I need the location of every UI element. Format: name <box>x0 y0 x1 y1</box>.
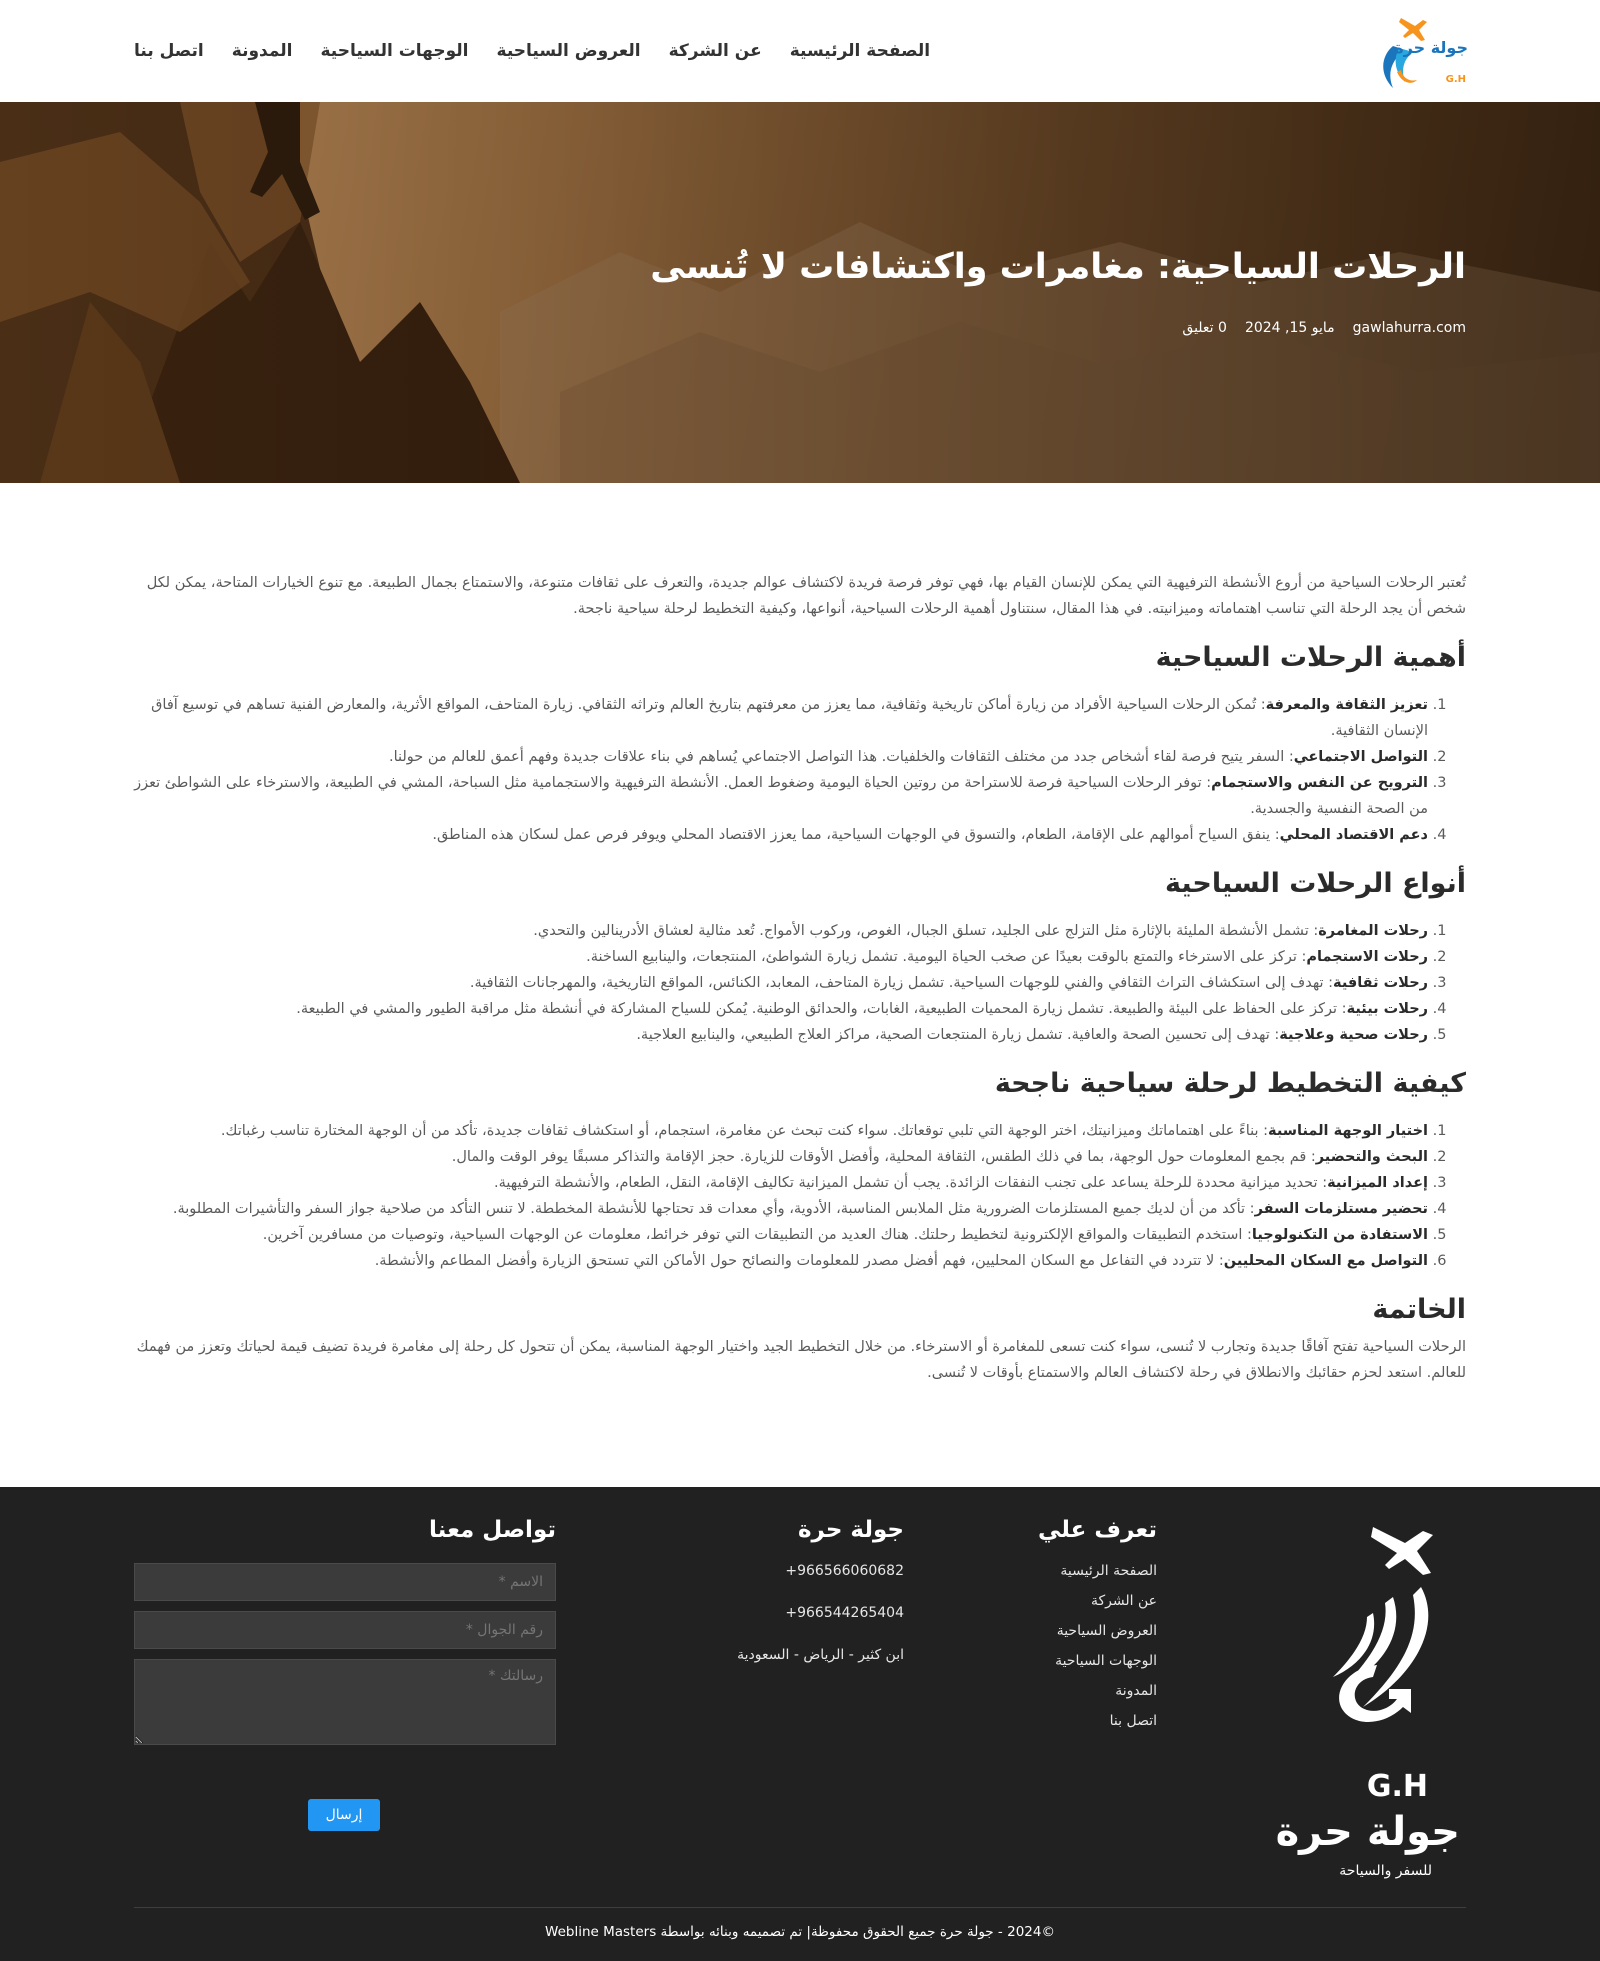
copyright-text: ©2024 - جولة حرة جميع الحقوق محفوظة| تم تصميمه وبنائه بواسطة Webline Masters <box>545 1924 1055 1940</box>
section-heading-planning: كيفية التخطيط لرحلة سياحية ناجحة <box>994 1068 1466 1099</box>
site-logo[interactable] <box>1353 8 1468 93</box>
post-author[interactable]: gawlahurra.com <box>1352 320 1466 336</box>
article-body <box>132 570 1466 1402</box>
article-intro: تُعتبر الرحلات السياحية من أروع الأنشطة الترفيهية التي يمكن للإنسان القيام بها، فهي توفر فرصة فريدة لاكتشاف عوالم جديدة، والتعرف على ثقافات متنوعة، والاستمتاع بجمال الطبيعة. مع تنوع الخيارات المتاحة، يمكن لكل شخص أن يجد الرحلة التي تناسب اهتماماته وميزانيته. في هذا المقال، سنتناول أهمية الرحلات السياحية، أنواعها، وكيفية التخطيط لرحلة سياحية ناجحة. <box>146 575 1466 617</box>
footer-link-home[interactable]: الصفحة الرئيسية <box>1060 1563 1157 1579</box>
footer-link-contact[interactable]: اتصل بنا <box>1109 1713 1157 1729</box>
footer-links <box>1038 1563 1157 1729</box>
list-item: 3. رحلات ثقافية: تهدف إلى استكشاف التراث الثقافي والفني للوجهات السياحية. تشمل زيارة المتاحف، المعابد، الكنائس، المواقع التاريخية، والمهرجانات الثقافية. <box>132 970 1428 996</box>
list-item: 3. إعداد الميزانية: تحديد ميزانية محددة للرحلة يساعد على تجنب النفقات الزائدة. يجب أن تشمل الميزانية تكاليف الإقامة، النقل، الطعام، والأنشطة الترفيهية. <box>132 1170 1428 1196</box>
name-input[interactable] <box>134 1563 556 1601</box>
footer-logo-text: جولة حرة <box>1275 1809 1460 1855</box>
footer-divider <box>134 1907 1466 1908</box>
section-heading-conclusion: الخاتمة <box>1372 1294 1466 1325</box>
list-item: 3. الترويح عن النفس والاستجمام: توفر الرحلات السياحية فرصة للاستراحة من روتين الحياة اليومية وضغوط العمل. الأنشطة الترفيهية والاستجمامية مثل السباحة، المشي في الطبيعة، والاسترخاء على الشواطئ تعزز من الصحة النفسية والجسدية. <box>132 770 1428 822</box>
footer-contact-heading: تواصل معنا <box>429 1517 556 1543</box>
list-item: 1. اختيار الوجهة المناسبة: بناءً على اهتماماتك وميزانيتك، اختر الوجهة التي تلبي توقعاتك. سواء كنت تبحث عن مغامرة، استجمام، أو استكشاف ثقافات جديدة، تأكد من أن الوجهة المختارة تناسب رغباتك. <box>132 1118 1428 1144</box>
nav-contact[interactable]: اتصل بنا <box>134 41 204 61</box>
hero-mountain-image <box>0 102 1600 483</box>
list-item: 1. رحلات المغامرة: تشمل الأنشطة المليئة بالإثارة مثل التزلج على الجليد، تسلق الجبال، الغوص، وركوب الأمواج. تُعد مثالية لعشاق الأدرينالين والتحدي. <box>132 918 1428 944</box>
nav-home[interactable]: الصفحة الرئيسية <box>789 41 931 61</box>
footer-gh-heading: جولة حرة <box>797 1517 904 1543</box>
submit-button[interactable]: إرسال <box>308 1799 380 1831</box>
list-item: 6. التواصل مع السكان المحليين: لا تتردد في التفاعل مع السكان المحليين، فهم أفضل مصدر للمعلومات والنصائح حول الأماكن التي تستحق الزيارة وأفضل المطاعم والأنشطة. <box>132 1248 1428 1274</box>
section-heading-importance: أهمية الرحلات السياحية <box>1155 642 1466 673</box>
mobile-input[interactable] <box>134 1611 556 1649</box>
post-comments[interactable]: 0 تعليق <box>1182 320 1227 336</box>
hero-banner <box>0 102 1600 483</box>
article-conclusion: الرحلات السياحية تفتح آفاقًا جديدة وتجارب لا تُنسى، سواء كنت تسعى للمغامرة أو الاسترخاء. من خلال التخطيط الجيد واختيار الوجهة المناسبة، يمكن أن تتحول كل رحلة إلى مغامرة فريدة تضيف قيمة لحياتك وتعزز من فهمك للعالم. استعد لحزم حقائبك والانطلاق في رحلة لاكتشاف العالم والاستمتاع بأوقات لا تُنسى. <box>136 1339 1466 1381</box>
types-list <box>132 918 1428 1048</box>
post-meta <box>1182 320 1466 336</box>
list-item: 4. رحلات بيئية: تركز على الحفاظ على البيئة والطبيعة. تشمل زيارة المحميات الطبيعية، الغابات، والحدائق الوطنية. يُمكن للسياح المشاركة في أنشطة مثل مراقبة الطيور والمشي في الطبيعة. <box>132 996 1428 1022</box>
footer-link-destinations[interactable]: الوجهات السياحية <box>1055 1653 1157 1669</box>
nav-about[interactable]: عن الشركة <box>668 41 762 61</box>
footer-logo-sub: G.H <box>1366 1769 1428 1804</box>
list-item: 5. الاستفادة من التكنولوجيا: استخدم التطبيقات والمواقع الإلكترونية لتخطيط رحلتك. هناك العديد من التطبيقات التي توفر خرائط، معلومات عن الوجهات السياحية، وتوصيات من مسافرين آخرين. <box>132 1222 1428 1248</box>
footer-info-column <box>737 1517 904 1689</box>
footer-logo-tagline: للسفر والسياحة <box>1339 1863 1432 1879</box>
logo-text: جولة حرة <box>1394 38 1468 57</box>
list-item: 5. رحلات صحية وعلاجية: تهدف إلى تحسين الصحة والعافية. تشمل زيارة المنتجعات الصحية، مراكز العلاج الطبيعي، والينابيع العلاجية. <box>132 1022 1428 1048</box>
footer-know-heading: تعرف علي <box>1037 1517 1157 1543</box>
list-item: 2. التواصل الاجتماعي: السفر يتيح فرصة لقاء أشخاص جدد من مختلف الثقافات والخلفيات. هذا التواصل الاجتماعي يُساهم في بناء علاقات جديدة وفهم أعمق للعالم من حولنا. <box>132 744 1428 770</box>
footer-link-about[interactable]: عن الشركة <box>1090 1593 1157 1609</box>
footer-link-blog[interactable]: المدونة <box>1115 1683 1157 1699</box>
list-item: 1. تعزيز الثقافة والمعرفة: تُمكن الرحلات السياحية الأفراد من زيارة أماكن تاريخية وثقافية، مما يعزز من معرفتهم بتاريخ العالم وتراثه الثقافي. زيارة المتاحف، المواقع الأثرية، والمعارض الفنية تساهم في توسيع آفاق الإنسان الثقافية. <box>132 692 1428 744</box>
list-item: 4. دعم الاقتصاد المحلي: ينفق السياح أموالهم على الإقامة، الطعام، والتسوق في الوجهات السياحية، مما يعزز الاقتصاد المحلي ويوفر فرص عمل لسكان هذه المناطق. <box>132 822 1428 848</box>
nav-offers[interactable]: العروض السياحية <box>496 41 641 61</box>
footer-links-column <box>1038 1517 1157 1743</box>
footer-phone-2[interactable]: +966544265404 <box>785 1605 904 1621</box>
list-item: 4. تحضير مستلزمات السفر: تأكد من أن لديك جميع المستلزمات الضرورية مثل الملابس المناسبة، الأدوية، وأي معدات قد تحتاجها للأنشطة المخططة. لا تنس التأكد من صلاحية جواز السفر والتأشيرات المطلوبة. <box>132 1196 1428 1222</box>
section-heading-types: أنواع الرحلات السياحية <box>1165 868 1466 899</box>
nav-destinations[interactable]: الوجهات السياحية <box>320 41 469 61</box>
main-nav <box>134 0 930 102</box>
post-title: الرحلات السياحية: مغامرات واكتشافات لا تُنسى <box>650 247 1466 287</box>
list-item: 2. رحلات الاستجمام: تركز على الاسترخاء والتمتع بالوقت بعيدًا عن صخب الحياة اليومية. تشمل زيارة الشواطئ، المنتجعات، والينابيع الساخنة. <box>132 944 1428 970</box>
footer-address: ابن كثير - الرياض - السعودية <box>737 1647 904 1663</box>
site-header <box>0 0 1600 102</box>
nav-blog[interactable]: المدونة <box>231 41 293 61</box>
post-date: مايو 15, 2024 <box>1244 320 1335 336</box>
footer-phone-1[interactable]: +966566060682 <box>785 1563 904 1579</box>
list-item: 2. البحث والتحضير: قم بجمع المعلومات حول الوجهة، بما في ذلك الطقس، الثقافة المحلية، وأفضل الأوقات للزيارة. حجز الإقامة والتذاكر مسبقًا يوفر الوقت والمال. <box>132 1144 1428 1170</box>
planning-list <box>132 1118 1428 1274</box>
footer-link-offers[interactable]: العروض السياحية <box>1056 1623 1157 1639</box>
site-footer <box>0 1487 1600 1961</box>
message-textarea[interactable] <box>134 1659 556 1745</box>
contact-form <box>134 1517 556 1823</box>
footer-logo-mark-icon <box>1293 1517 1468 1787</box>
importance-list <box>132 692 1428 848</box>
logo-sub: G.H <box>1445 74 1466 85</box>
footer-logo[interactable] <box>1275 1517 1468 1887</box>
